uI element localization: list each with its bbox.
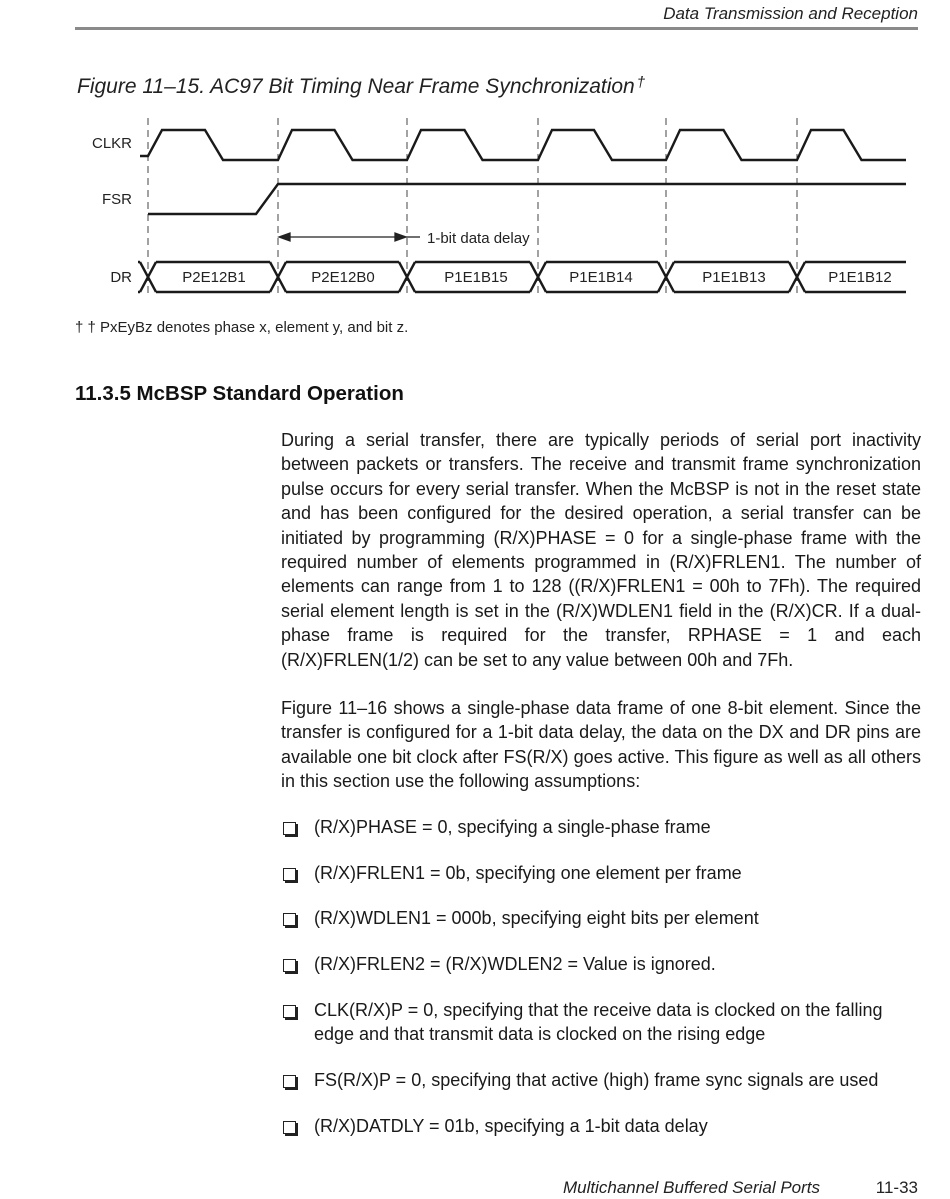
list-item-text: (R/X)WDLEN1 = 000b, specifying eight bits per element xyxy=(314,908,759,928)
checkbox-bullet-icon xyxy=(283,1075,296,1088)
caption-dagger: † xyxy=(636,74,646,91)
dr-slot-label: P1E1B15 xyxy=(444,269,508,286)
paragraph-1: During a serial transfer, there are typically periods of serial port inactivity between packets or transfers. The receive and transmit frame synchronization pulse occurs for every serial transfer. When the McBSP is not in the reset state and has been configured for the desired operation, a serial transfer can be initiated by programming (R/X)PHASE = 0 for a single-phase frame with the required number of elements programmed in (R/X)FRLEN1. The number of elements can range from 1 to 128 ((R/X)FRLEN1 = 00h to 7Fh). The required serial element length is set in the (R/X)WDLEN1 field in the (R/X)CR. If a dual-phase frame is required for the transfer, RPHASE = 1 and each (R/X)FRLEN(1/2) can be set to any value between 00h and 7Fh. xyxy=(281,430,921,670)
checkbox-bullet-icon xyxy=(283,822,296,835)
figure-caption-text: Figure 11–15. AC97 Bit Timing Near Frame Synchronization xyxy=(77,75,635,98)
checkbox-bullet-icon xyxy=(283,913,296,926)
list-item-text: FS(R/X)P = 0, specifying that active (high) frame sync signals are used xyxy=(314,1070,879,1090)
signal-label-clkr: CLKR xyxy=(91,135,132,152)
list-item-text: (R/X)FRLEN2 = (R/X)WDLEN2 = Value is ignored. xyxy=(314,954,716,974)
timing-diagram xyxy=(0,110,950,305)
checkbox-bullet-icon xyxy=(283,1005,296,1018)
list-item-text: (R/X)PHASE = 0, specifying a single-phase frame xyxy=(314,817,711,837)
checkbox-bullet-icon xyxy=(283,868,296,881)
paragraph-2: Figure 11–16 shows a single-phase data frame of one 8-bit element. Since the transfer is configured for a 1-bit data delay, the data on the DX and DR pins are available one bit clock after FS(R/X) goes active. This figure as well as all others in this section use the following assumptions: xyxy=(281,698,921,792)
fsr-waveform xyxy=(148,184,906,214)
clkr-waveform xyxy=(140,130,906,160)
signal-label-fsr: FSR xyxy=(102,191,132,208)
list-item-text: CLK(R/X)P = 0, specifying that the receive data is clocked on the falling edge and that transmit data is clocked on the rising edge xyxy=(314,1000,883,1045)
section-heading: 11.3.5 McBSP Standard Operation xyxy=(75,382,404,405)
delay-arrowhead-left xyxy=(279,233,290,241)
list-item-text: (R/X)DATDLY = 01b, specifying a 1-bit data delay xyxy=(314,1116,708,1136)
checkbox-bullet-icon xyxy=(283,1121,296,1134)
figure-caption xyxy=(77,74,645,99)
dr-bus-waveform xyxy=(138,262,906,292)
list-item-text: (R/X)FRLEN1 = 0b, specifying one element per frame xyxy=(314,863,742,883)
signal-labels xyxy=(92,135,132,286)
delay-arrow xyxy=(279,230,530,247)
dr-slot-label: P1E1B13 xyxy=(702,269,766,286)
dr-slot-label: P1E1B14 xyxy=(569,269,633,286)
header-rule xyxy=(75,27,918,30)
page-number: 11-33 xyxy=(875,1178,918,1197)
running-header: Data Transmission and Reception xyxy=(663,4,918,23)
signal-label-dr: DR xyxy=(110,269,132,286)
delay-label: 1-bit data delay xyxy=(427,230,530,247)
dr-slot-label: P2E12B1 xyxy=(182,269,246,286)
dr-slot-label: P2E12B0 xyxy=(311,269,375,286)
checkbox-bullet-icon xyxy=(283,959,296,972)
footer-title: Multichannel Buffered Serial Ports xyxy=(563,1178,821,1197)
dr-slot-label: P1E1B12 xyxy=(828,269,892,286)
delay-arrowhead-right xyxy=(395,233,406,241)
dr-bus-segment xyxy=(138,262,140,292)
figure-footnote: † † PxEyBz denotes phase x, element y, and bit z. xyxy=(75,319,409,336)
